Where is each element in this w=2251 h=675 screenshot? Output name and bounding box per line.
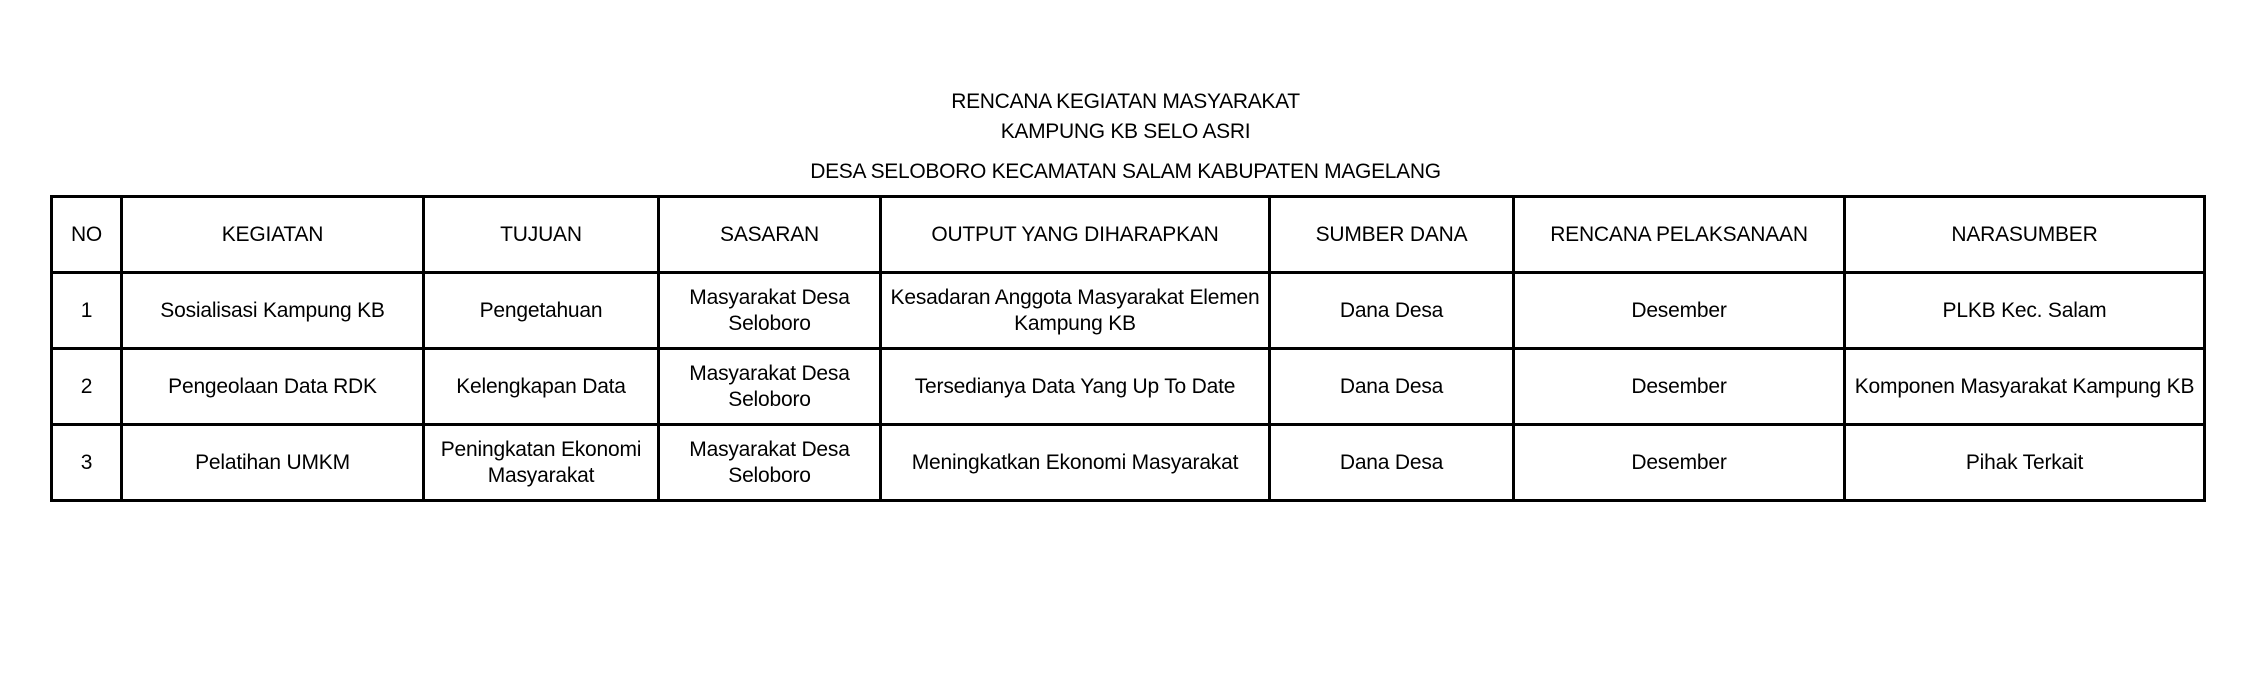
doc-title: RENCANA KEGIATAN MASYARAKAT (951, 90, 1300, 113)
cell-sumber-dana: Dana Desa (1270, 273, 1514, 349)
cell-sumber-dana: Dana Desa (1270, 349, 1514, 425)
cell-no: 3 (52, 425, 122, 501)
doc-location: DESA SELOBORO KECAMATAN SALAM KABUPATEN MAGELANG (810, 160, 1441, 183)
cell-no: 1 (52, 273, 122, 349)
cell-sumber-dana: Dana Desa (1270, 425, 1514, 501)
cell-output: Kesadaran Anggota Masyarakat Elemen Kampung KB (881, 273, 1270, 349)
cell-sasaran: Masyarakat Desa Seloboro (659, 425, 881, 501)
cell-narasumber: Komponen Masyarakat Kampung KB (1845, 349, 2205, 425)
table-row (52, 349, 2205, 425)
column-header-rencana-pelaksanaan: RENCANA PELAKSANAAN (1514, 197, 1845, 273)
cell-output: Tersedianya Data Yang Up To Date (881, 349, 1270, 425)
cell-kegiatan: Pelatihan UMKM (122, 425, 424, 501)
activity-plan-table (50, 195, 2206, 502)
cell-rencana-pelaksanaan: Desember (1514, 273, 1845, 349)
column-header-no: NO (52, 197, 122, 273)
cell-tujuan: Kelengkapan Data (424, 349, 659, 425)
cell-sasaran: Masyarakat Desa Seloboro (659, 273, 881, 349)
table-row (52, 425, 2205, 501)
cell-output: Meningkatkan Ekonomi Masyarakat (881, 425, 1270, 501)
cell-sasaran: Masyarakat Desa Seloboro (659, 349, 881, 425)
cell-no: 2 (52, 349, 122, 425)
column-header-sasaran: SASARAN (659, 197, 881, 273)
cell-kegiatan: Sosialisasi Kampung KB (122, 273, 424, 349)
column-header-narasumber: NARASUMBER (1845, 197, 2205, 273)
column-header-kegiatan: KEGIATAN (122, 197, 424, 273)
table-header-row (52, 197, 2205, 273)
cell-narasumber: Pihak Terkait (1845, 425, 2205, 501)
cell-tujuan: Peningkatan Ekonomi Masyarakat (424, 425, 659, 501)
doc-subtitle: KAMPUNG KB SELO ASRI (1000, 120, 1251, 143)
cell-rencana-pelaksanaan: Desember (1514, 349, 1845, 425)
table-row (52, 273, 2205, 349)
column-header-sumber-dana: SUMBER DANA (1270, 197, 1514, 273)
cell-tujuan: Pengetahuan (424, 273, 659, 349)
column-header-tujuan: TUJUAN (424, 197, 659, 273)
column-header-output: OUTPUT YANG DIHARAPKAN (881, 197, 1270, 273)
cell-narasumber: PLKB Kec. Salam (1845, 273, 2205, 349)
cell-rencana-pelaksanaan: Desember (1514, 425, 1845, 501)
cell-kegiatan: Pengeolaan Data RDK (122, 349, 424, 425)
